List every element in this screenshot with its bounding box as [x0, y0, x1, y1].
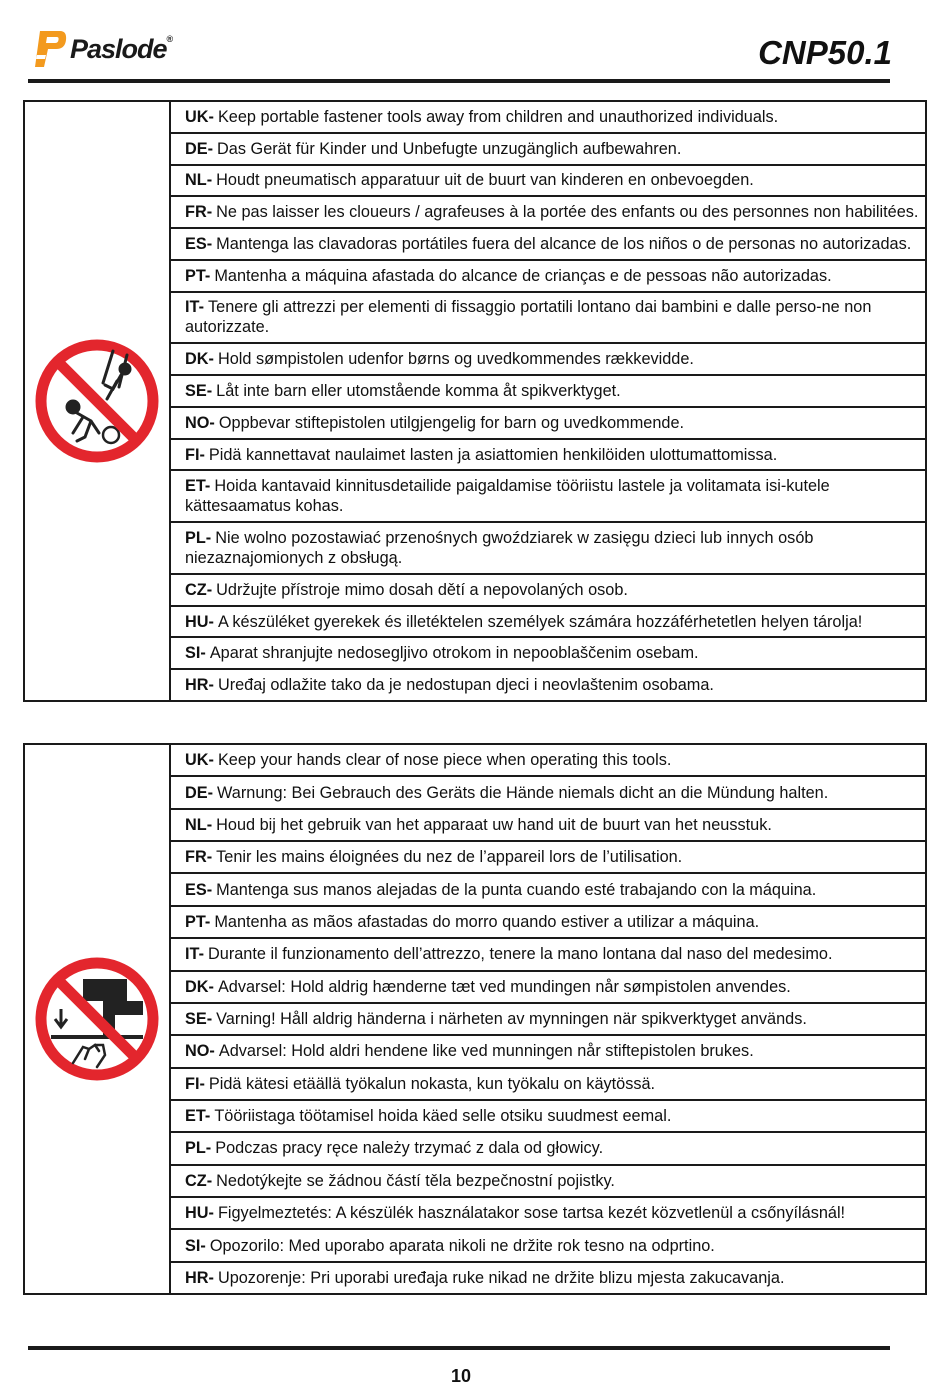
warning-text: Oppbevar stiftepistolen utilgjengelig for barn og uvedkommende.	[218, 413, 685, 432]
warning-row-se	[171, 376, 925, 408]
warning-text-block	[185, 643, 699, 663]
warning-text: A készüléket gyerekek és illetéktelen személyek számára hozzáférhetetlen helyen tárolja!	[217, 612, 863, 631]
warning-row-hr	[171, 1263, 925, 1293]
language-code: DE-	[185, 783, 214, 802]
language-code: HR-	[185, 1268, 214, 1287]
warning-text: Pidä kätesi etäällä työkalun nokasta, kun työkalu on käytössä.	[208, 1074, 656, 1093]
warning-text: Mantenha a máquina afastada do alcance de crianças e de pessoas não autorizadas.	[214, 266, 832, 285]
warning-text-block	[185, 750, 671, 770]
page-number: 10	[450, 1366, 472, 1386]
warning-text-block	[185, 349, 694, 369]
warning-text: Figyelmeztetés: A készülék használatakor sose tartsa kezét közvetlenül a csőnyílásnál!	[217, 1204, 846, 1223]
language-code: FI-	[185, 1074, 205, 1093]
page-header	[0, 0, 950, 90]
warning-text-block	[185, 880, 816, 900]
warning-text-block	[185, 266, 832, 286]
warning-row-dk	[171, 972, 925, 1004]
warning-text: Podczas pracy ręce należy trzymać z dala od głowicy.	[215, 1139, 604, 1158]
hands-warning-section	[23, 743, 927, 1295]
language-code: SE-	[185, 1010, 213, 1029]
language-code: HR-	[185, 676, 214, 695]
warning-text: Mantenha as mãos afastadas do morro quando estiver a utilizar a máquina.	[214, 912, 760, 931]
warning-text: Hold sømpistolen udenfor børns og uvedkommendes rækkevidde.	[217, 350, 694, 369]
warning-text: Upozorenje: Pri uporabi uređaja ruke nikad ne držite blizu mjesta zakucavanja.	[217, 1268, 785, 1287]
warning-text-block	[185, 476, 919, 516]
warning-text: Varning! Håll aldrig händerna i närheten av mynningen när spikverktyget används.	[216, 1010, 807, 1029]
warning-text: Ne pas laisser les cloueurs / agrafeuses à la portée des enfants ou des personnes non habilitées.	[216, 203, 919, 222]
warning-text-block	[185, 297, 919, 337]
language-code: DK-	[185, 977, 214, 996]
warning-row-hu	[171, 1198, 925, 1230]
language-code: PL-	[185, 1139, 212, 1158]
children-warning-rows	[171, 102, 925, 700]
warning-text: Uređaj odlažite tako da je nedostupan djeci i neovlaštenim osobama.	[217, 676, 714, 695]
warning-text-block	[185, 675, 714, 695]
warning-text: Advarsel: Hold aldri hendene like ved munningen når stiftepistolen brukes.	[218, 1042, 754, 1061]
language-code: NO-	[185, 413, 215, 432]
warning-row-et	[171, 471, 925, 523]
warning-text: Houd bij het gebruik van het apparaat uw hand uit de buurt van het neusstuk.	[216, 815, 772, 834]
warning-text-block	[185, 413, 684, 433]
language-code: NL-	[185, 815, 213, 834]
warning-row-si	[171, 638, 925, 670]
warning-text: Nedotýkejte se žádnou částí těla bezpečnostní pojistky.	[216, 1171, 615, 1190]
language-code: NL-	[185, 171, 213, 190]
warning-text-block	[185, 139, 681, 159]
warning-text: Tööriistaga töötamisel hoida käed selle otsiku suudmest eemal.	[214, 1107, 672, 1126]
warning-row-uk	[171, 102, 925, 134]
warning-row-nl	[171, 166, 925, 198]
warning-row-es	[171, 874, 925, 906]
warning-row-et	[171, 1101, 925, 1133]
warning-text-block	[185, 1203, 845, 1223]
language-code: UK-	[185, 107, 214, 126]
warning-row-pl	[171, 1133, 925, 1165]
warning-row-es	[171, 229, 925, 261]
language-code: SI-	[185, 644, 206, 663]
warning-text-block	[185, 528, 919, 568]
warning-text-block	[185, 1268, 784, 1288]
warning-row-cz	[171, 575, 925, 607]
language-code: FR-	[185, 203, 213, 222]
language-code: DE-	[185, 139, 214, 158]
warning-text: Houdt pneumatisch apparatuur uit de buurt van kinderen en onbevoegden.	[216, 171, 754, 190]
warning-text-block	[185, 381, 621, 401]
warning-text-block	[185, 107, 778, 127]
model-title: CNP50.1	[758, 34, 892, 71]
warning-text-block	[185, 612, 862, 632]
warning-text-block	[185, 815, 772, 835]
warning-text-block	[185, 977, 791, 997]
warning-text: Tenir les mains éloignées du nez de l’appareil lors de l’utilisation.	[216, 848, 683, 867]
paslode-logo	[34, 26, 172, 72]
icon-cell	[25, 102, 171, 700]
language-code: ET-	[185, 1107, 211, 1126]
language-code: IT-	[185, 945, 204, 964]
warning-text: Warnung: Bei Gebrauch des Geräts die Hände niemals dicht an die Mündung halten.	[217, 783, 829, 802]
warning-text: Mantenga sus manos alejadas de la punta cuando esté trabajando con la máquina.	[216, 880, 817, 899]
language-code: CZ-	[185, 1171, 213, 1190]
warning-text-block	[185, 1009, 807, 1029]
warning-row-hr	[171, 670, 925, 700]
warning-text-block	[185, 847, 682, 867]
language-code: CZ-	[185, 580, 213, 599]
warning-row-si	[171, 1230, 925, 1262]
warning-row-de	[171, 134, 925, 166]
language-code: IT-	[185, 298, 204, 317]
warning-text-block	[185, 1106, 671, 1126]
language-code: FR-	[185, 848, 213, 867]
paslode-p-icon	[34, 27, 68, 71]
warning-text: Das Gerät für Kinder und Unbefugte unzugänglich aufbewahren.	[217, 139, 682, 158]
warning-text: Mantenga las clavadoras portátiles fuera del alcance de los niños o de personas no autorizadas.	[216, 234, 912, 253]
warning-text-block	[185, 202, 918, 222]
warning-row-pt	[171, 261, 925, 293]
warning-row-fr	[171, 197, 925, 229]
header-divider	[28, 79, 890, 83]
warning-text: Keep portable fastener tools away from children and unauthorized individuals.	[217, 107, 779, 126]
warning-text: Keep your hands clear of nose piece when operating this tools.	[217, 751, 672, 770]
language-code: NO-	[185, 1042, 215, 1061]
language-code: HU-	[185, 1204, 214, 1223]
trademark-symbol: ®	[166, 33, 173, 44]
warning-row-pl	[171, 523, 925, 575]
warning-row-no	[171, 408, 925, 440]
warning-text: Udržujte přístroje mimo dosah dětí a nepovolaných osob.	[216, 580, 628, 599]
footer-divider	[28, 1346, 890, 1350]
warning-text: Tenere gli attrezzi per elementi di fissaggio portatili lontano dai bambini e dalle perso-ne non autorizzate.	[185, 298, 872, 337]
brand-name: Paslode	[70, 33, 167, 64]
warning-text: Hoida kantavaid kinnitusdetailide paigaldamise tööriistu lastele ja volitamata isi-kutele kättesaamatus kohas.	[185, 477, 830, 516]
language-code: SE-	[185, 382, 213, 400]
warning-text: Pidä kannettavat naulaimet lasten ja asiattomien henkilöiden ulottumattomissa.	[208, 445, 778, 464]
warning-text: Opozorilo: Med uporabo aparata nikoli ne držite rok tesno na odprtino.	[209, 1236, 715, 1255]
warning-text-block	[185, 170, 754, 190]
children-warning-section	[23, 100, 927, 702]
language-code: HU-	[185, 612, 214, 631]
language-code: ES-	[185, 234, 213, 253]
warning-row-fi	[171, 1069, 925, 1101]
warning-text: Durante il funzionamento dell’attrezzo, tenere la mano lontana dal naso del medesimo.	[208, 945, 833, 964]
language-code: SI-	[185, 1236, 206, 1255]
warning-text-block	[185, 445, 777, 465]
warning-text-block	[185, 234, 911, 254]
warning-row-fi	[171, 440, 925, 472]
warning-text-block	[185, 1138, 603, 1158]
hands-warning-rows	[171, 745, 925, 1293]
warning-text-block	[185, 944, 832, 964]
warning-text-block	[185, 783, 828, 803]
language-code: PT-	[185, 912, 211, 931]
warning-text-block	[185, 1171, 615, 1191]
language-code: ES-	[185, 880, 213, 899]
warning-text: Aparat shranjujte nedosegljivo otrokom in nepooblaščenim osebam.	[209, 644, 699, 663]
warning-text-block	[185, 1236, 715, 1256]
warning-row-dk	[171, 344, 925, 376]
language-code: FI-	[185, 445, 205, 464]
warning-text: Låt inte barn eller utomstående komma åt spikverktyget.	[216, 382, 621, 400]
warning-text: Advarsel: Hold aldrig hænderne tæt ved mundingen når sømpistolen anvendes.	[217, 977, 791, 996]
language-code: PL-	[185, 529, 212, 548]
language-code: DK-	[185, 350, 214, 369]
warning-text-block	[185, 1041, 754, 1061]
warning-row-de	[171, 777, 925, 809]
warning-row-it	[171, 939, 925, 971]
no-hands-near-nose-prohibition-icon	[33, 955, 161, 1083]
warning-row-nl	[171, 810, 925, 842]
language-code: UK-	[185, 751, 214, 770]
warning-row-se	[171, 1004, 925, 1036]
warning-row-hu	[171, 607, 925, 639]
warning-text-block	[185, 1074, 655, 1094]
warning-text-block	[185, 912, 759, 932]
warning-row-no	[171, 1036, 925, 1068]
icon-cell	[25, 745, 171, 1293]
warning-row-it	[171, 293, 925, 345]
warning-row-uk	[171, 745, 925, 777]
no-children-prohibition-icon	[33, 337, 161, 465]
warning-text: Nie wolno pozostawiać przenośnych gwoździarek w zasięgu dzieci lub innych osób niezaznajomionych z obsługą.	[185, 529, 814, 568]
language-code: ET-	[185, 477, 211, 496]
warning-row-pt	[171, 907, 925, 939]
warning-row-cz	[171, 1166, 925, 1198]
warning-text-block	[185, 580, 628, 600]
language-code: PT-	[185, 266, 211, 285]
warning-row-fr	[171, 842, 925, 874]
